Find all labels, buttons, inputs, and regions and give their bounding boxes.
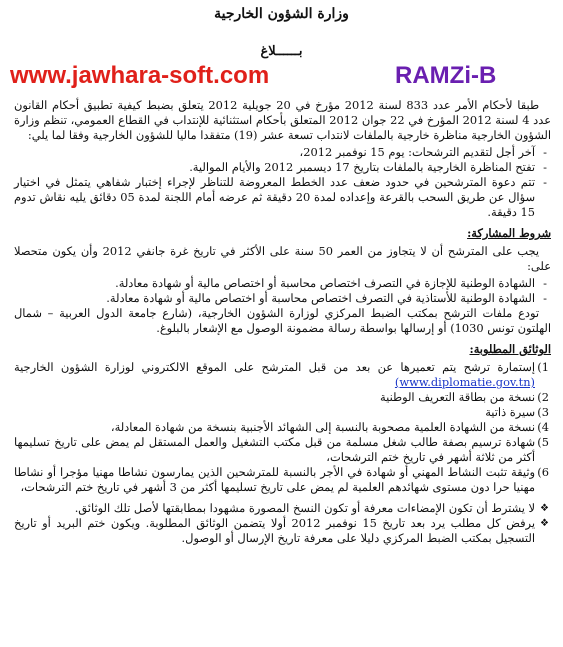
intro-paragraph: طبقا لأحكام الأمر عدد 833 لسنة 2012 مؤرخ في 20 جويلية 2012 يتعلق بضبط كيفية تطبيق أحكام القانون عدد 4 لسنة 2012 المؤرخ في 22 جوان 2012 المتعلق بأحكام استثنائية للإنتداب في القطاع العمومي، تنظم وزارة الشؤون الخارجية مناظرة خارجية بالملفات لانتداب تسعة عشر (19) متفقدا ماليا للشؤون الخارجية وفقا لما يلي: — [14, 98, 551, 142]
schedule-item: - آخر أجل لتقديم الترشحات: يوم 15 نوفمبر 2012، — [14, 145, 535, 160]
conditions-intro: يجب على المترشح أن لا يتجاوز من العمر 50 سنة على الأكثر في تاريخ غرة جانفي 2012 وأن يكون متحصلا على: — [14, 244, 551, 273]
note-item: ❖ لا يشترط أن تكون الإمضاءات معرفة أو تكون النسخ المصورة مشهودا بمطابقتها لأصل تلك الوثائق. — [14, 501, 535, 516]
ministry-header: وزارة الشؤون الخارجية — [214, 6, 349, 22]
document-item — [14, 420, 549, 435]
document-item — [14, 465, 549, 495]
item-number: 4) — [537, 420, 549, 434]
diplomatie-link[interactable]: (www.diplomatie.gov.tn) — [394, 375, 535, 389]
document-text: نسخة من الشهادة العلمية مصحوبة بالنسبة إلى الشهائد الأجنبية بنسخة من شهادة المعادلة، — [110, 420, 535, 434]
watermark-website: www.jawhara-soft.com — [10, 62, 270, 89]
document-text: سيرة ذاتية — [485, 405, 535, 419]
document-item — [14, 435, 549, 465]
item-number: 1) — [537, 360, 549, 374]
item-number: 2) — [537, 390, 549, 404]
condition-item: - الشهادة الوطنية للأستاذية في التصرف اختصاص محاسبة أو اختصاص مالية أو شهادة معادلة. — [14, 291, 535, 306]
note-item: ❖ يرفض كل مطلب يرد بعد تاريخ 15 نوفمبر 2012 أولا يتضمن الوثائق المطلوبة. ويكون ختم البريد أو تاريخ التسجيل بمكتب الضبط المركزي دليلا على معرفة تاريخ الإرسال أو الوصول. — [14, 516, 535, 546]
document-item — [14, 405, 549, 420]
watermark-author: RAMZi-B — [395, 62, 497, 89]
item-number: 3) — [537, 405, 549, 419]
document-text: نسخة من بطاقة التعريف الوطنية — [380, 390, 535, 404]
document-text: وثيقة تثبت النشاط المهني أو شهادة في الأجر بالنسبة للمترشحين الذين يمارسون نشاطا مهنيا مؤجرا أو نشاطا مهنيا حرا دون مستوى شهائدهم العلمية لم يمض على تاريخ تسليمها أكثر من 3 أشهر في تاريخ ختم الترشحات، — [14, 465, 535, 494]
item-number: 6) — [537, 465, 549, 479]
documents-list — [14, 360, 551, 495]
item-number: 5) — [537, 435, 549, 449]
document-text: شهادة ترسيم بصفة طالب شغل مسلمة من قبل مكتب التشغيل والعمل المستقل لم يمض على تاريخ تسليمها أكثر من ثلاثة أشهر في تاريخ ختم الترشحات، — [14, 435, 535, 464]
notice-title: بــــــلاغ — [260, 44, 303, 59]
document-text: إستمارة ترشح يتم تعميرها عن بعد من قبل المترشح على الموقع الالكتروني لوزارة الشؤون الخارجية — [14, 360, 535, 374]
notes-list — [14, 501, 551, 546]
schedule-list — [14, 145, 551, 220]
document-item — [14, 390, 549, 405]
conditions-list — [14, 276, 551, 306]
condition-item: - الشهادة الوطنية للإجازة في التصرف اختصاص محاسبة أو اختصاص مالية أو شهادة معادلة. — [14, 276, 535, 291]
conditions-heading: شروط المشاركة: — [467, 226, 551, 240]
schedule-item: - تفتح المناظرة الخارجية بالملفات بتاريخ 17 ديسمبر 2012 والأيام الموالية. — [14, 160, 535, 175]
submission-paragraph: تودع ملفات الترشح بمكتب الضبط المركزي لوزارة الشؤون الخارجية، (شارع جامعة الدول العربية – شمال الهلتون تونس 1030) أو إرسالها بواسطة رسالة مضمونة الوصول مع الإشعار بالبلوغ. — [14, 306, 551, 335]
schedule-item: - تتم دعوة المترشحين في حدود ضعف عدد الخطط المعروضة للتناظر لإجراء إختبار شفاهي يتمثل في اختيار سؤال عن طريق السحب بالقرعة وإعداده لمدة 20 دقيقة ثم عرضه أمام اللجنة لمدة 05 دقائق يليه نقاش تدوم 15 دقيقة. — [14, 175, 535, 220]
document-item — [14, 360, 549, 390]
documents-heading: الوثائق المطلوبة: — [469, 342, 551, 356]
notice-body — [14, 98, 551, 546]
